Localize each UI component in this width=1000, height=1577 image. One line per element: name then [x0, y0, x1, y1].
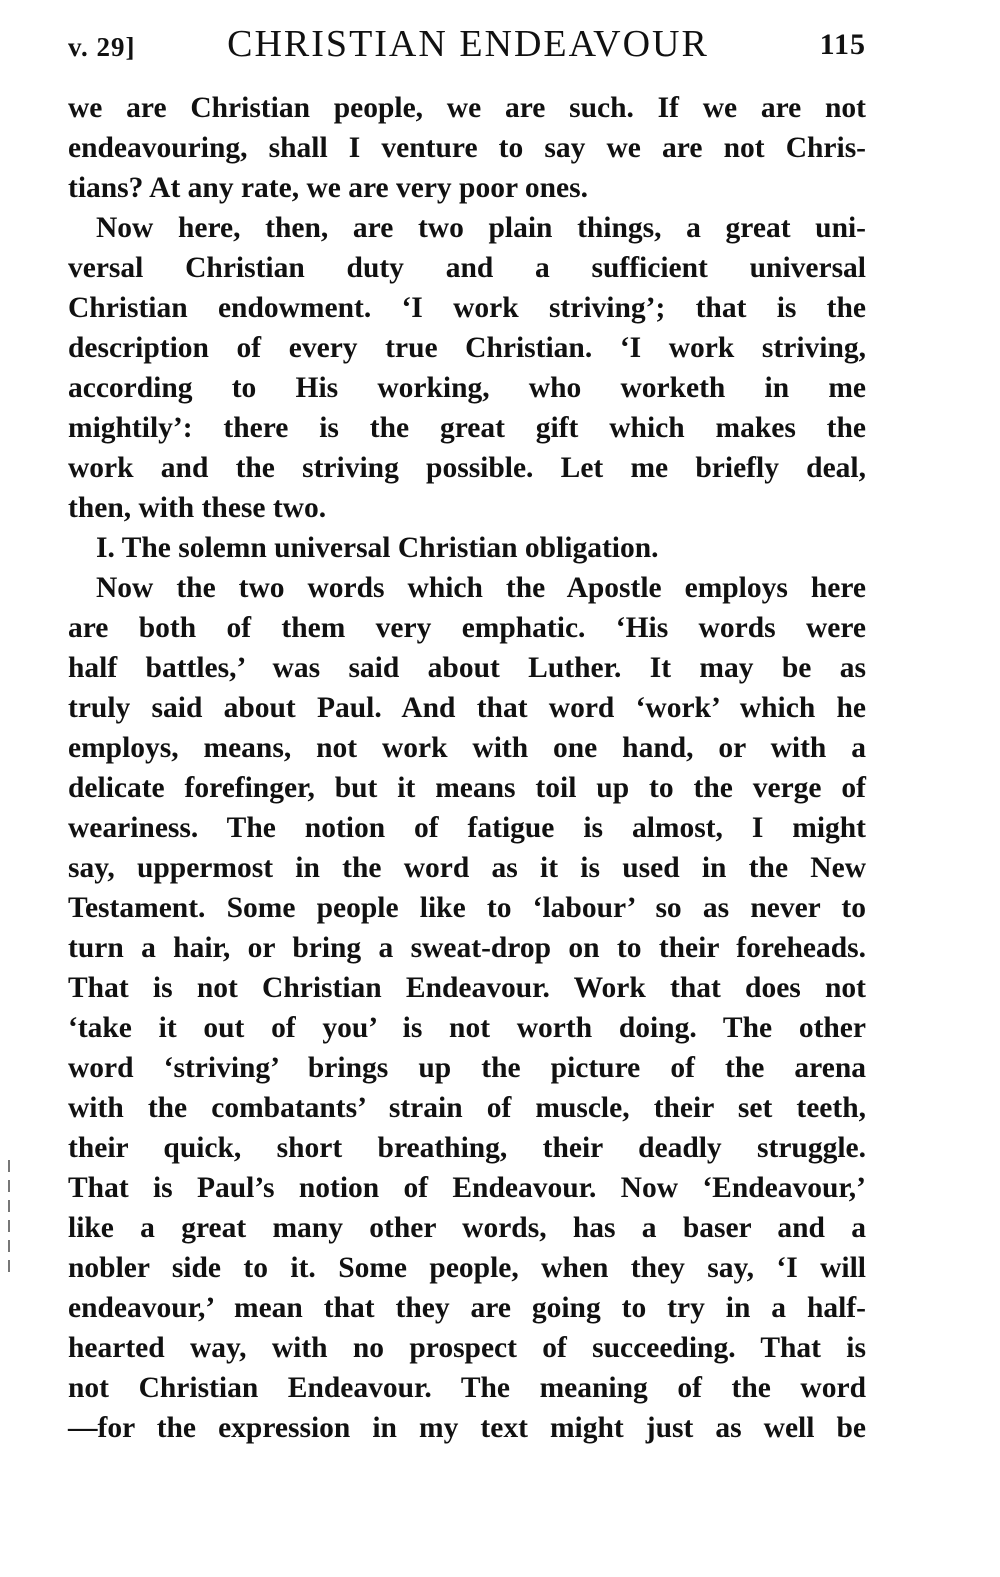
text-line: their quick, short breathing, their deadly struggle.: [68, 1132, 866, 1164]
scan-mark: [8, 1180, 10, 1192]
text-line: versal Christian duty and a sufficient universal: [68, 252, 866, 284]
text-line: say, uppermost in the word as it is used in the New: [68, 852, 866, 884]
text-line: nobler side to it. Some people, when they say, ‘I will: [68, 1252, 866, 1284]
text-line: are both of them very emphatic. ‘His words were: [68, 612, 866, 644]
text-line: half battles,’ was said about Luther. It may be as: [68, 652, 866, 684]
text-line: endeavour,’ mean that they are going to try in a half-: [68, 1292, 866, 1324]
text-line: weariness. The notion of fatigue is almost, I might: [68, 812, 866, 844]
scan-mark: [8, 1260, 10, 1272]
text-line: Christian endowment. ‘I work striving’; that is the: [68, 292, 866, 324]
scan-mark: [8, 1240, 10, 1252]
text-line: then, with these two.: [68, 492, 327, 524]
text-line: turn a hair, or bring a sweat-drop on to their foreheads.: [68, 932, 866, 964]
text-line: work and the striving possible. Let me briefly deal,: [68, 452, 866, 484]
margin-scan-marks: [8, 1160, 12, 1280]
scan-mark: [8, 1160, 10, 1172]
page-number: 115: [819, 28, 866, 61]
text-line: employs, means, not work with one hand, or with a: [68, 732, 866, 764]
scan-mark: [8, 1200, 10, 1212]
text-line: not Christian Endeavour. The meaning of the word: [68, 1372, 866, 1404]
text-line: description of every true Christian. ‘I work striving,: [68, 332, 866, 364]
verse-reference: v. 29]: [68, 32, 136, 62]
text-line: word ‘striving’ brings up the picture of the arena: [68, 1052, 866, 1084]
text-line: Now here, then, are two plain things, a great uni-: [96, 212, 866, 244]
text-line: with the combatants’ strain of muscle, their set teeth,: [68, 1092, 866, 1124]
text-line: we are Christian people, we are such. If we are not: [68, 92, 866, 124]
text-line: hearted way, with no prospect of succeeding. That is: [68, 1332, 866, 1364]
text-line: delicate forefinger, but it means toil up to the verge of: [68, 772, 866, 804]
text-line: like a great many other words, has a baser and a: [68, 1212, 866, 1244]
text-line: tians? At any rate, we are very poor ones.: [68, 172, 589, 204]
text-line: Testament. Some people like to ‘labour’ so as never to: [68, 892, 866, 924]
text-line: mightily’: there is the great gift which makes the: [68, 412, 866, 444]
text-line: —for the expression in my text might just as well be: [68, 1412, 866, 1444]
section-heading: I. The solemn universal Christian obligation.: [96, 532, 659, 564]
text-line: according to His working, who worketh in me: [68, 372, 866, 404]
text-line: That is Paul’s notion of Endeavour. Now ‘Endeavour,’: [68, 1172, 866, 1204]
text-line: endeavouring, shall I venture to say we are not Chris-: [68, 132, 866, 164]
text-line: That is not Christian Endeavour. Work that does not: [68, 972, 866, 1004]
body-text: [68, 88, 866, 1448]
running-header: [68, 22, 868, 72]
text-line: Now the two words which the Apostle employs here: [96, 572, 866, 604]
text-line: ‘take it out of you’ is not worth doing. The other: [68, 1012, 866, 1044]
scan-mark: [8, 1220, 10, 1232]
running-title: CHRISTIAN ENDEAVOUR: [227, 23, 709, 65]
text-line: truly said about Paul. And that word ‘work’ which he: [68, 692, 866, 724]
